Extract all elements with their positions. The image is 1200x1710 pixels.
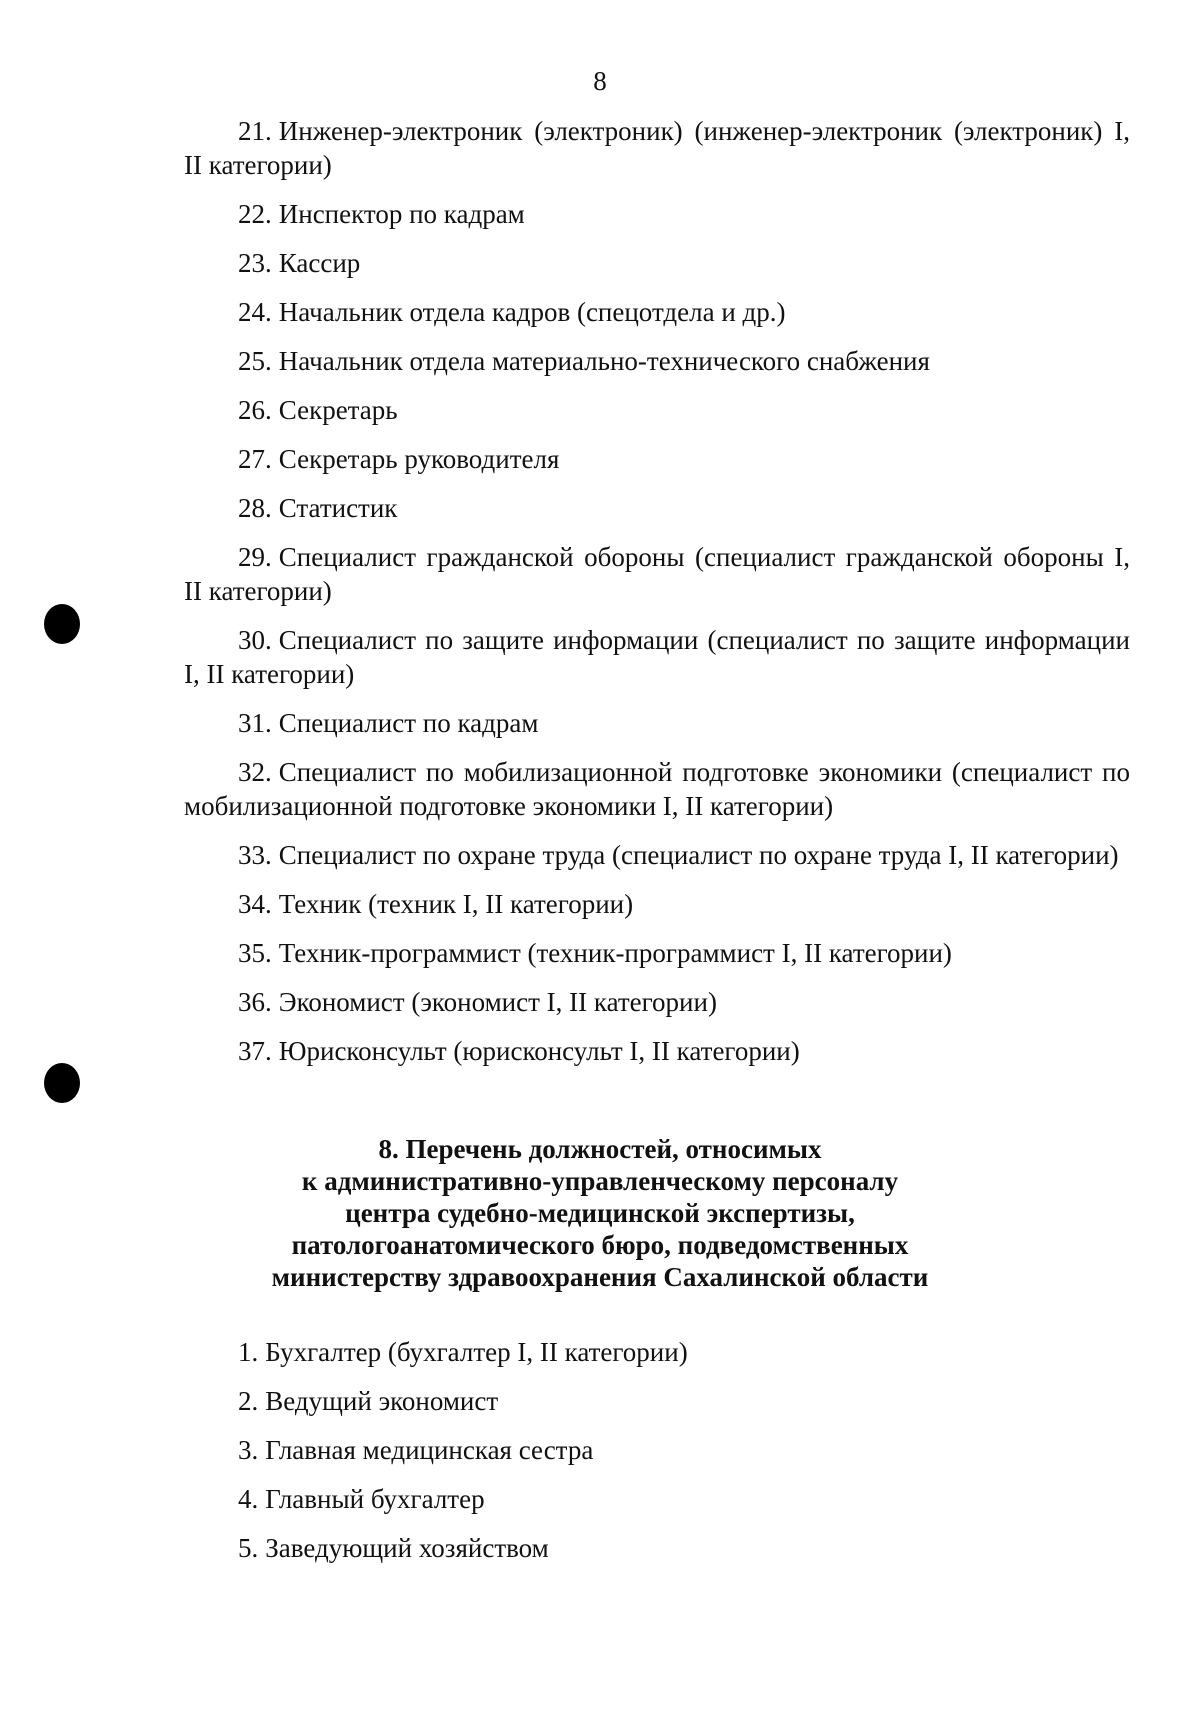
item-number: 29. xyxy=(238,542,272,572)
item-number: 22. xyxy=(238,199,272,229)
section-heading-line: к административно-управленческому персоналу xyxy=(301,1166,899,1196)
position-list-section-8 xyxy=(184,1335,1130,1580)
item-number: 31. xyxy=(238,708,272,738)
item-number: 36. xyxy=(238,987,272,1017)
item-text: Заведующий хозяйством xyxy=(265,1533,549,1563)
item-number: 26. xyxy=(238,395,272,425)
section-heading-line: патологоанатомического бюро, подведомственных xyxy=(291,1230,909,1260)
list-item xyxy=(184,706,1130,740)
list-item xyxy=(184,755,1130,823)
item-number: 33. xyxy=(238,840,272,870)
list-item xyxy=(184,887,1130,921)
item-text: Экономист (экономист I, II категории) xyxy=(278,987,717,1017)
item-number: 25. xyxy=(238,346,272,376)
item-number: 30. xyxy=(238,625,272,655)
item-number: 4. xyxy=(238,1484,259,1514)
list-item xyxy=(184,540,1130,608)
list-item xyxy=(184,1034,1130,1068)
item-number: 3. xyxy=(238,1435,259,1465)
item-text: Кассир xyxy=(278,248,361,278)
item-number: 34. xyxy=(238,889,272,919)
section-heading-line: 8. Перечень должностей, относимых xyxy=(378,1134,822,1164)
item-text: Специалист по мобилизационной подготовке экономики (специалист по мобилизационной подготовке экономики I, II категории) xyxy=(184,757,1130,821)
item-text: Ведущий экономист xyxy=(265,1386,499,1416)
item-number: 27. xyxy=(238,444,272,474)
page-number: 8 xyxy=(593,66,607,96)
list-item xyxy=(184,1335,1130,1369)
list-item xyxy=(184,344,1130,378)
section-heading-line: центра судебно-медицинской экспертизы, xyxy=(345,1198,855,1228)
list-item xyxy=(184,1433,1130,1467)
list-item xyxy=(184,246,1130,280)
item-text: Секретарь xyxy=(278,395,398,425)
item-text: Начальник отдела кадров (спецотдела и др.) xyxy=(278,297,786,327)
list-item xyxy=(184,295,1130,329)
item-number: 21. xyxy=(238,116,272,146)
list-item xyxy=(184,442,1130,476)
list-item xyxy=(184,491,1130,525)
list-item xyxy=(184,197,1130,231)
item-text: Специалист по кадрам xyxy=(278,708,539,738)
list-item xyxy=(184,936,1130,970)
list-item xyxy=(184,114,1130,182)
item-text: Техник-программист (техник-программист I, II категории) xyxy=(278,938,952,968)
list-item xyxy=(184,985,1130,1019)
item-number: 35. xyxy=(238,938,272,968)
item-text: Инженер-электроник (электроник) (инженер-электроник (электроник) I, II категории) xyxy=(184,116,1130,180)
item-text: Секретарь руководителя xyxy=(278,444,560,474)
list-item xyxy=(184,393,1130,427)
item-text: Начальник отдела материально-технического снабжения xyxy=(278,346,930,376)
item-text: Инспектор по кадрам xyxy=(278,199,525,229)
list-item xyxy=(184,623,1130,691)
list-item xyxy=(184,838,1130,872)
item-text: Техник (техник I, II категории) xyxy=(278,889,634,919)
item-text: Бухгалтер (бухгалтер I, II категории) xyxy=(265,1337,688,1367)
item-number: 37. xyxy=(238,1036,272,1066)
item-number: 23. xyxy=(238,248,272,278)
item-text: Специалист по защите информации (специалист по защите информации I, II категории) xyxy=(184,625,1130,689)
item-text: Юрисконсульт (юрисконсульт I, II категории) xyxy=(278,1036,800,1066)
item-number: 32. xyxy=(238,757,272,787)
item-text: Специалист по охране труда (специалист по охране труда I, II категории) xyxy=(278,840,1119,870)
item-text: Главный бухгалтер xyxy=(265,1484,485,1514)
item-text: Главная медицинская сестра xyxy=(265,1435,594,1465)
list-item xyxy=(184,1531,1130,1565)
list-item xyxy=(184,1384,1130,1418)
section-heading xyxy=(230,1133,970,1293)
item-number: 5. xyxy=(238,1533,259,1563)
item-text: Специалист гражданской обороны (специалист гражданской обороны I, II категории) xyxy=(184,542,1130,606)
list-item xyxy=(184,1482,1130,1516)
item-text: Статистик xyxy=(278,493,398,523)
position-list-continued xyxy=(184,114,1130,1083)
punch-hole-mark xyxy=(44,604,80,644)
item-number: 1. xyxy=(238,1337,259,1367)
section-heading-line: министерству здравоохранения Сахалинской области xyxy=(271,1262,929,1292)
item-number: 2. xyxy=(238,1386,259,1416)
item-number: 24. xyxy=(238,297,272,327)
item-number: 28. xyxy=(238,493,272,523)
punch-hole-mark xyxy=(44,1063,80,1103)
